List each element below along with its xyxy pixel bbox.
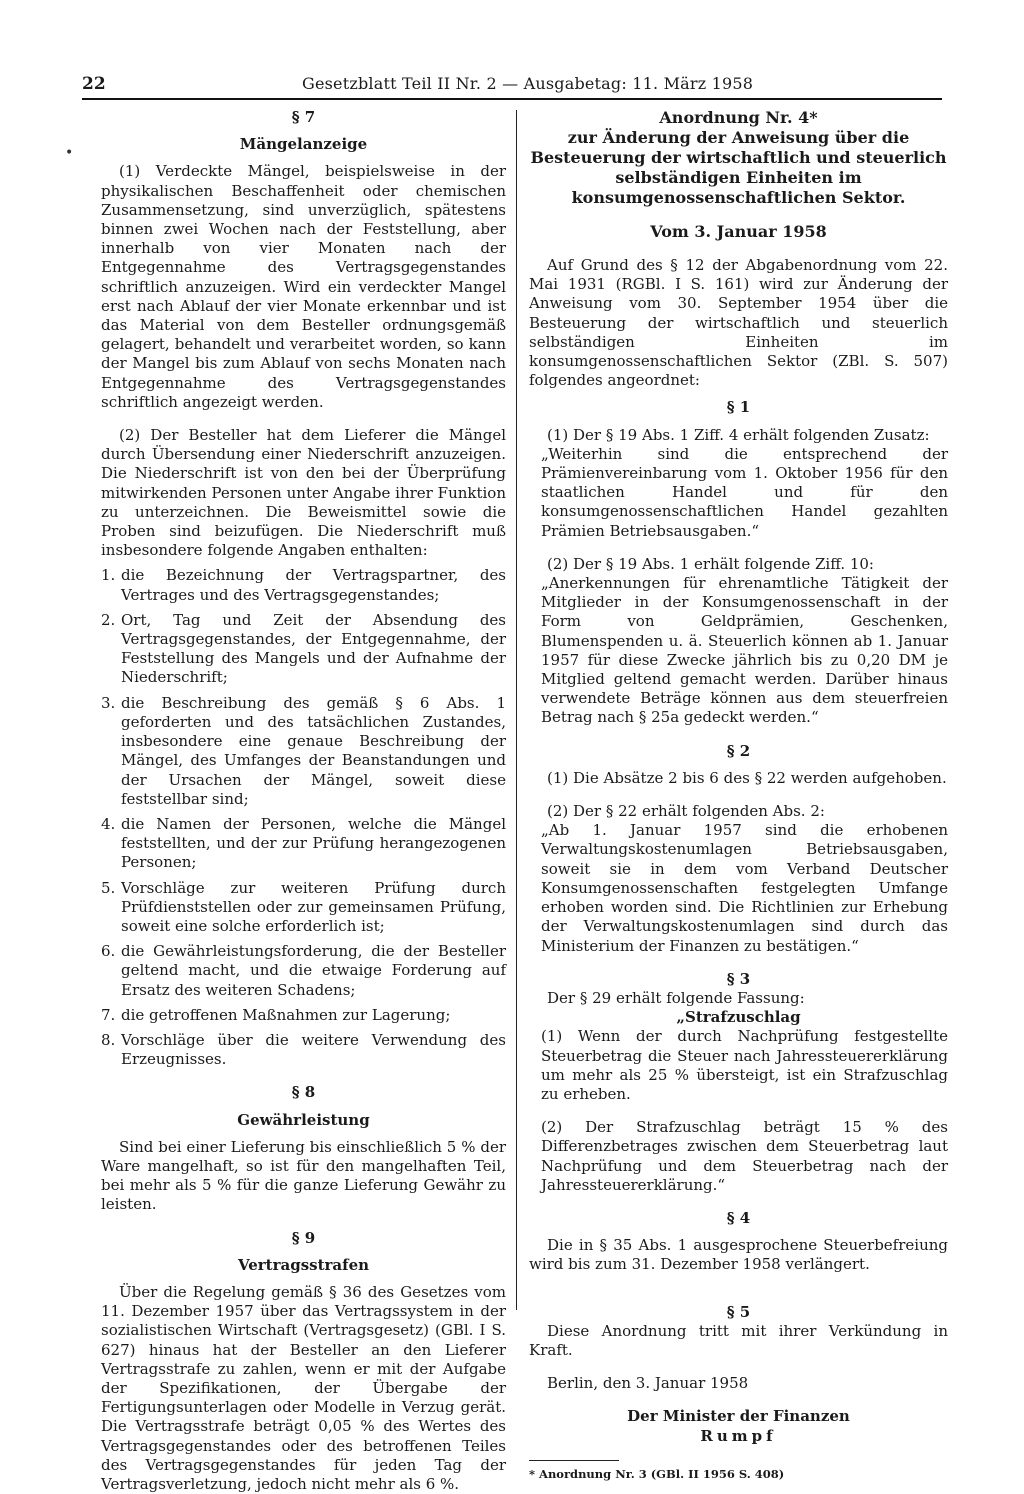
list-item: 8. Vorschläge über die weitere Verwendung des Erzeugnisses.	[101, 1030, 506, 1069]
list-item: 2. Ort, Tag und Zeit der Absendung des Vertragsgegenstandes, der Entgegennahme, der Feststellung des Mangels und der Aufnahme der Niederschrift;	[101, 610, 506, 687]
list-item: 7. die getroffenen Maßnahmen zur Lagerung;	[101, 1005, 451, 1024]
section-5-paragraph: Diese Anordnung tritt mit ihrer Verkündung in Kraft.	[529, 1321, 948, 1359]
section-4-number: § 4	[726, 1208, 751, 1227]
section-3-paragraph: Der § 29 erhält folgende Fassung:	[547, 988, 805, 1007]
section-3-quote-1: (1) Wenn der durch Nachprüfung festgestellte Steuerbetrag die Steuer nach Jahressteuererklärung um mehr als 25 % übersteigt, ist ein Strafzuschlag zu erheben.	[541, 1027, 948, 1103]
section-8-heading: Gewährleistung	[237, 1110, 370, 1129]
ordinance-date: Vom 3. Januar 1958	[650, 222, 827, 241]
signatory-title: Der Minister der Finanzen	[627, 1407, 850, 1426]
section-9-paragraph: Über die Regelung gemäß § 36 des Gesetzes vom 11. Dezember 1957 über das Vertragssystem in der sozialistischen Wirtschaft (Vertragsgesetz) (GBl. I S. 627) hinaus hat der Besteller an den Lieferer Vertragsstrafe zu zahlen, wenn er mit der Aufgabe der Spezifikationen, der Übergabe der Fertigungsunterlagen oder Modelle in Verzug gerät. Die Vertragsstrafe beträgt 0,05 % des Wertes des Vertragsgegenstandes oder des betroffenen Teiles des Vertragsgegenstandes für jeden Tag der Vertragsverletzung, jedoch nicht mehr als 6 %.	[101, 1282, 506, 1493]
right-column	[529, 108, 948, 1484]
section-3-heading: „Strafzuschlag	[676, 1008, 801, 1027]
section-2-paragraph-1: (1) Die Absätze 2 bis 6 des § 22 werden aufgehoben.	[547, 768, 947, 787]
left-column	[101, 108, 506, 1494]
column-divider	[516, 110, 517, 1310]
ordinance-intro: Auf Grund des § 12 der Abgabenordnung vom 22. Mai 1931 (RGBl. I S. 161) wird zur Änderung der Anweisung vom 30. September 1954 über die Besteuerung der wirtschaftlich und steuerlich selbständigen Einheiten im konsumgenossenschaftlichen Sektor (ZBl. S. 507) folgendes angeordnet:	[529, 256, 948, 390]
section-1-quote-1: „Weiterhin sind die entsprechend der Prämienvereinbarung vom 1. Oktober 1956 für den staatlichen Handel und für den konsumgenossenschaftlichen Handel gezahlten Prämien Betriebsausgaben.“	[541, 444, 948, 540]
section-3-quote-2: (2) Der Strafzuschlag beträgt 15 % des Differenzbetrages zwischen dem Steuerbetrag laut Nachprüfung und dem Steuerbetrag nach der Jahressteuererklärung.“	[541, 1118, 948, 1194]
list-item: 5. Vorschläge zur weiteren Prüfung durch Prüfdienststellen oder zur gemeinsamen Prüfung, soweit eine solche erforderlich ist;	[101, 878, 506, 935]
section-2-paragraph-2: (2) Der § 22 erhält folgenden Abs. 2:	[547, 802, 825, 821]
section-9-heading: Vertragsstrafen	[237, 1255, 370, 1274]
section-2-quote: „Ab 1. Januar 1957 sind die erhobenen Verwaltungskostenumlagen Betriebsausgaben, soweit sie in dem vom Verband Deutscher Konsumgenossenschaften festgelegten Umfange erhoben worden sind. Die Richtlinien zur Erhebung der Verwaltungskostenumlagen sind durch das Ministerium der Finanzen zu bestätigen.“	[541, 821, 948, 955]
section-3-number: § 3	[726, 969, 751, 988]
list-item: 4. die Namen der Personen, welche die Mängel feststellten, und der zur Prüfung herangezogenen Personen;	[101, 814, 506, 872]
section-7-number: § 7	[291, 108, 316, 126]
section-1-number: § 1	[726, 398, 751, 417]
place-and-date: Berlin, den 3. Januar 1958	[547, 1374, 749, 1393]
list-item: 3. die Beschreibung des gemäß § 6 Abs. 1 geforderten und des tatsächlichen Zustandes, insbesondere eine genaue Beschreibung der Mängel, des Umfanges der Beanstandungen und der Ursachen der Mängel, soweit diese feststellbar sind;	[101, 693, 506, 808]
section-7-paragraph-2: (2) Der Besteller hat dem Lieferer die Mängel durch Übersendung einer Niederschrift anzuzeigen. Die Niederschrift ist von den bei der Überprüfung mitwirkenden Personen unter Angabe ihrer Funktion zu unterzeichnen. Die Beweismittel sowie die Proben sind beizufügen. Die Niederschrift muß insbesondere folgende Angaben enthalten:	[101, 426, 506, 560]
section-2-number: § 2	[726, 741, 751, 760]
list-item: 6. die Gewährleistungsforderung, die der Besteller geltend macht, und die etwaige Forderung auf Ersatz des weiteren Schadens;	[101, 942, 506, 999]
ordinance-title-number: Anordnung Nr. 4*	[659, 108, 818, 127]
section-8-number: § 8	[291, 1083, 316, 1102]
margin-dot-mark: •	[65, 145, 74, 161]
section-5-number: § 5	[726, 1302, 751, 1321]
ordinance-title: zur Änderung der Anweisung über die Besteuerung der wirtschaftlich und steuerlich selbständigen Einheiten im konsumgenossenschaftlichen Sektor.	[530, 128, 947, 207]
signatory-name: Rumpf	[700, 1426, 777, 1445]
section-7-heading: Mängelanzeige	[239, 135, 368, 154]
footnote-rule	[529, 1460, 619, 1461]
running-title: Gesetzblatt Teil II Nr. 2 — Ausgabetag: 11. März 1958	[302, 74, 754, 93]
section-4-paragraph: Die in § 35 Abs. 1 ausgesprochene Steuerbefreiung wird bis zum 31. Dezember 1958 verlängert.	[529, 1236, 948, 1274]
defect-report-items	[101, 566, 506, 1069]
page-number: 22	[82, 74, 106, 94]
section-1-paragraph-2: (2) Der § 19 Abs. 1 erhält folgende Ziff. 10:	[547, 554, 874, 573]
list-item: 1. die Bezeichnung der Vertragspartner, des Vertrages und des Vertragsgegenstandes;	[101, 566, 506, 604]
section-1-quote-2: „Anerkennungen für ehrenamtliche Tätigkeit der Mitglieder in der Konsumgenossenschaft in der Form von Geldprämien, Geschenken, Blumenspenden u. ä. Steuerlich können ab 1. Januar 1957 für diese Zwecke jährlich bis zu 0,20 DM je Mitglied geltend gemacht werden. Darüber hinaus verwendete Beträge können aus dem steuerfreien Betrag nach § 25a gedeckt werden.“	[541, 574, 948, 727]
section-1-paragraph-1: (1) Der § 19 Abs. 1 Ziff. 4 erhält folgenden Zusatz:	[547, 425, 930, 444]
page-header	[82, 74, 942, 100]
footnote: * Anordnung Nr. 3 (GBl. II 1956 S. 408)	[529, 1466, 785, 1481]
section-9-number: § 9	[291, 1228, 316, 1247]
section-8-paragraph: Sind bei einer Lieferung bis einschließlich 5 % der Ware mangelhaft, so ist für den mangelhaften Teil, bei mehr als 5 % für die ganze Lieferung Gewähr zu leisten.	[101, 1137, 506, 1214]
section-7-paragraph-1: (1) Verdeckte Mängel, beispielsweise in der physikalischen Beschaffenheit oder chemischen Zusammensetzung, sind unverzüglich, spätestens binnen zwei Wochen nach der Feststellung, aber innerhalb von vier Monaten nach der Entgegennahme des Vertragsgegenstandes schriftlich anzuzeigen. Wird ein verdeckter Mangel erst nach Ablauf der vier Monate erkennbar und ist das Material von dem Besteller ordnungsgemäß gelagert, behandelt und verarbeitet worden, so kann der Mangel bis zum Ablauf von sechs Monaten nach Entgegennahme des Vertragsgegenstandes schriftlich angezeigt werden.	[101, 162, 506, 411]
